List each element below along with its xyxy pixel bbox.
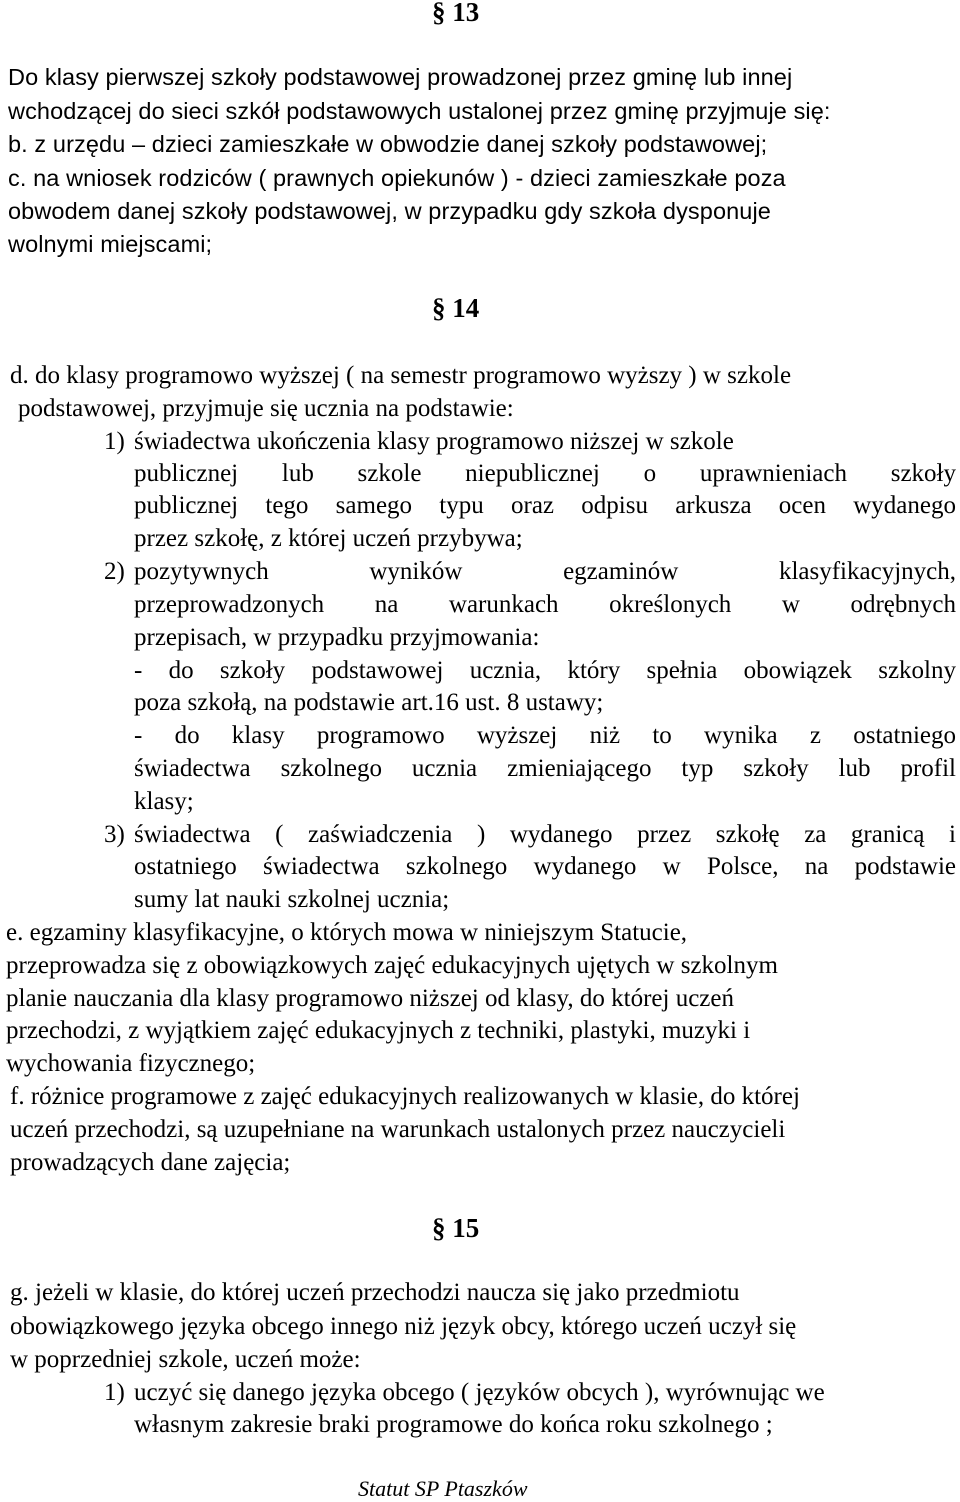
- item-e-cont: przeprowadza się z obowiązkowych zajęć edukacyjnych ujętych w szkolnym: [6, 952, 778, 979]
- list-item-2-line: poza szkołą, na podstawie art.16 ust. 8 ustawy;: [134, 689, 604, 716]
- list-item-3-line: świadectwa ( zaświadczenia ) wydanego przez szkołę za granicą i: [134, 821, 956, 848]
- item-g-cont: w poprzedniej szkole, uczeń może:: [10, 1346, 361, 1373]
- list-item-3-line: ostatniego świadectwa szkolnego wydanego w Polsce, na podstawie: [134, 853, 956, 880]
- intro-line: Do klasy pierwszej szkoły podstawowej prowadzonej przez gminę lub innej: [8, 64, 793, 90]
- item-f-cont: prowadzących dane zajęcia;: [10, 1149, 291, 1176]
- item-e: e. egzaminy klasyfikacyjne, o których mowa w niniejszym Statucie,: [6, 919, 688, 946]
- item-d-cont: podstawowej, przyjmuje się ucznia na podstawie:: [18, 395, 514, 422]
- list-item-1-line: publicznej lub szkole niepublicznej o uprawnieniach szkoły: [134, 460, 956, 487]
- g-list-item-1-line: uczyć się danego języka obcego ( języków obcych ), wyrównując we: [134, 1379, 825, 1406]
- list-number: 2): [104, 558, 125, 585]
- item-e-cont: planie nauczania dla klasy programowo niższej od klasy, do której uczeń: [6, 985, 734, 1012]
- section-heading-14: § 14: [432, 293, 480, 323]
- list-item-2-line: - do klasy programowo wyższej niż to wynika z ostatniego: [134, 722, 956, 749]
- list-number: 3): [104, 821, 125, 848]
- intro-item-c-cont: wolnymi miejscami;: [8, 231, 213, 257]
- list-item-2-line: przepisach, w przypadku przyjmowania:: [134, 624, 540, 651]
- item-g-cont: obowiązkowego języka obcego innego niż język obcy, którego uczeń uczył się: [10, 1313, 797, 1340]
- item-e-cont: przechodzi, z wyjątkiem zajęć edukacyjnych z techniki, plastyki, muzyki i: [6, 1017, 751, 1044]
- intro-item-b: b. z urzędu – dzieci zamieszkałe w obwodzie danej szkoły podstawowej;: [8, 131, 768, 157]
- page-footer: Statut SP Ptaszków: [358, 1476, 528, 1501]
- list-item-2-line: klasy;: [134, 788, 194, 815]
- list-item-2-line: pozytywnych wyników egzaminów klasyfikacyjnych,: [134, 558, 956, 585]
- list-item-2-line: przeprowadzonych na warunkach określonych w odrębnych: [134, 591, 956, 618]
- intro-line: wchodzącej do sieci szkół podstawowych ustalonej przez gminę przyjmuje się:: [8, 98, 831, 124]
- item-f-cont: uczeń przechodzi, są uzupełniane na warunkach ustalonych przez nauczycieli: [10, 1116, 786, 1143]
- list-item-2-line: świadectwa szkolnego ucznia zmieniającego typ szkoły lub profil: [134, 755, 956, 782]
- list-item-1-line: publicznej tego samego typu oraz odpisu arkusza ocen wydanego: [134, 492, 956, 519]
- intro-item-c-cont: obwodem danej szkoły podstawowej, w przypadku gdy szkoła dysponuje: [8, 198, 771, 224]
- item-g: g. jeżeli w klasie, do której uczeń przechodzi naucza się jako przedmiotu: [10, 1279, 740, 1306]
- g-list-item-1-line: własnym zakresie braki programowe do końca roku szkolnego ;: [134, 1411, 773, 1438]
- list-number: 1): [104, 428, 125, 455]
- section-heading-13: § 13: [432, 0, 480, 27]
- list-item-1-line: świadectwa ukończenia klasy programowo niższej w szkole: [134, 428, 734, 455]
- item-f: f. różnice programowe z zajęć edukacyjnych realizowanych w klasie, do której: [10, 1083, 800, 1110]
- item-e-cont: wychowania fizycznego;: [6, 1050, 256, 1077]
- list-item-3-line: sumy lat nauki szkolnej ucznia;: [134, 886, 450, 913]
- list-item-1-line: przez szkołę, z której uczeń przybywa;: [134, 525, 523, 552]
- section-heading-15: § 15: [432, 1213, 480, 1243]
- item-d: d. do klasy programowo wyższej ( na semestr programowo wyższy ) w szkole: [10, 362, 792, 389]
- list-item-2-line: - do szkoły podstawowej ucznia, który spełnia obowiązek szkolny: [134, 657, 956, 684]
- intro-item-c: c. na wniosek rodziców ( prawnych opiekunów ) - dzieci zamieszkałe poza: [8, 165, 786, 191]
- list-number: 1): [104, 1379, 125, 1406]
